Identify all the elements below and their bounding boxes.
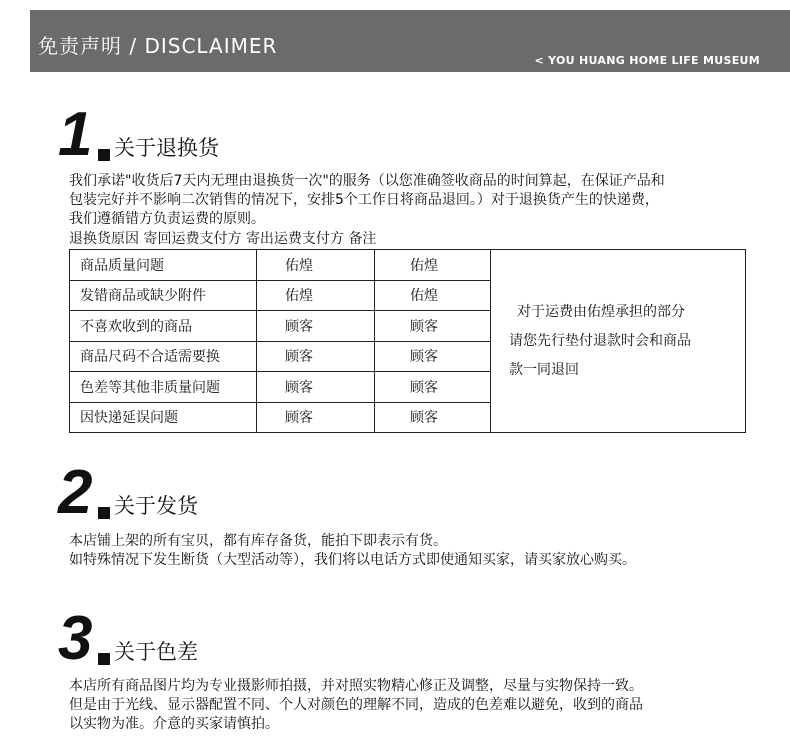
note-line: 对于运费由佑煌承担的部分: [517, 303, 685, 320]
reason-cell: 色差等其他非质量问题: [70, 372, 257, 403]
table-caption: 退换货原因 寄回运费支付方 寄出运费支付方 备注: [69, 231, 377, 247]
section-1-number: 1: [58, 100, 93, 169]
reason-cell: 因快递延误问题: [70, 402, 257, 433]
section-2-number: 2: [58, 458, 93, 527]
send-payer-cell: 顾客: [375, 402, 491, 433]
paragraph-line: 包装完好并不影响二次销售的情况下，安排5个工作日将商品退回。）对于退换货产生的快递费，: [69, 192, 659, 208]
section-1-title: 关于退换货: [114, 136, 219, 160]
return-payer-cell: 顾客: [257, 311, 375, 342]
send-payer-cell: 佑煌: [375, 250, 491, 281]
section-3-number: 3: [58, 604, 93, 673]
return-payer-cell: 顾客: [257, 341, 375, 372]
header-banner: [30, 10, 790, 72]
paragraph-line: 如特殊情况下发生断货（大型活动等），我们将以电话方式即使通知买家，请买家放心购买。: [69, 552, 636, 568]
reason-cell: 商品尺码不合适需要换: [70, 341, 257, 372]
reason-cell: 发错商品或缺少附件: [70, 280, 257, 311]
send-payer-cell: 顾客: [375, 341, 491, 372]
note-line: 请您先行垫付退款时会和商品: [509, 332, 691, 349]
paragraph-line: 我们遵循错方负责运费的原则。: [69, 211, 265, 227]
section-dot: [98, 507, 110, 519]
note-line: 款一同退回: [509, 361, 579, 378]
return-policy-table: [69, 249, 746, 433]
section-dot: [98, 653, 110, 665]
reason-cell: 商品质量问题: [70, 250, 257, 281]
paragraph-line: 但是由于光线、显示器配置不同、个人对颜色的理解不同，造成的色差难以避免，收到的商品: [69, 697, 643, 713]
section-3-title: 关于色差: [114, 640, 198, 664]
section-2-paragraph: [69, 532, 636, 570]
note-cell: [491, 250, 746, 433]
section-dot: [98, 149, 110, 161]
paragraph-line: 以实物为准。介意的买家请慎拍。: [69, 716, 279, 732]
banner-title: 免责声明 / DISCLAIMER: [38, 34, 278, 58]
send-payer-cell: 顾客: [375, 311, 491, 342]
banner-subtitle: < YOU HUANG HOME LIFE MUSEUM: [534, 54, 760, 67]
section-3-paragraph: [69, 677, 643, 734]
send-payer-cell: 佑煌: [375, 280, 491, 311]
paragraph-line: 本店铺上架的所有宝贝，都有库存备货，能拍下即表示有货。: [69, 533, 447, 549]
paragraph-line: 我们承诺"收货后7天内无理由退换货一次"的服务（以您准确签收商品的时间算起，在保证产品和: [69, 173, 665, 189]
table-row: [70, 250, 746, 281]
paragraph-line: 本店所有商品图片均为专业摄影师拍摄，并对照实物精心修正及调整，尽量与实物保持一致。: [69, 678, 643, 694]
return-payer-cell: 佑煌: [257, 250, 375, 281]
reason-cell: 不喜欢收到的商品: [70, 311, 257, 342]
return-payer-cell: 顾客: [257, 402, 375, 433]
return-table-caption: [69, 230, 376, 249]
section-2-title: 关于发货: [114, 494, 198, 518]
return-payer-cell: 顾客: [257, 372, 375, 403]
return-payer-cell: 佑煌: [257, 280, 375, 311]
section-1-paragraph: [69, 172, 665, 229]
send-payer-cell: 顾客: [375, 372, 491, 403]
